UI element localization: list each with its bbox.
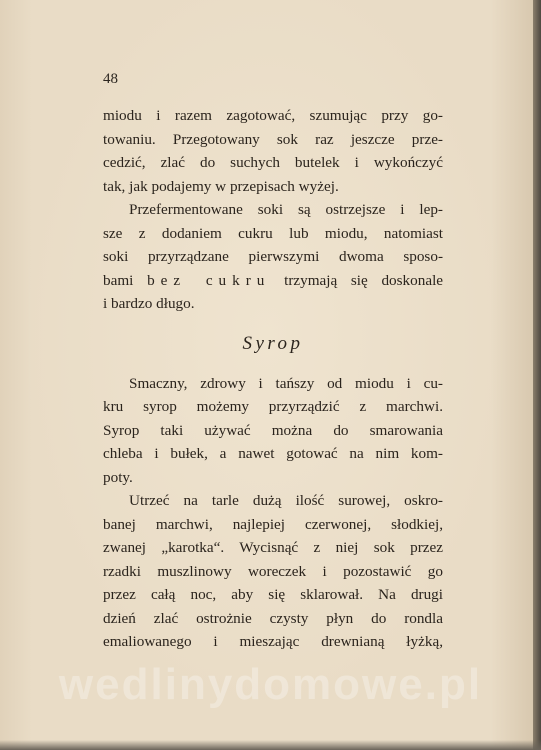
text-line: Smaczny, zdrowy i tańszy od miodu i cu-: [129, 374, 443, 392]
text-line: zwanej „karotka“. Wycisnąć z niej sok przez: [103, 539, 443, 556]
watermark: wedlinydomowe.pl: [58, 660, 483, 709]
page-number: 48: [103, 71, 118, 87]
paragraph-1: [103, 104, 443, 198]
text-fragment: bami: [103, 271, 134, 289]
text-line: i bardzo długo.: [103, 295, 195, 312]
text-line: towaniu. Przegotowany sok raz jeszcze prze-: [103, 130, 443, 148]
text-line: kru syrop możemy przyrządzić z marchwi.: [103, 398, 443, 415]
text-line: Syrop taki używać można do smarowania: [103, 421, 443, 439]
text-line: sze z dodaniem cukru lub miodu, natomiast: [103, 224, 443, 242]
page-bottom-shadow: [0, 740, 541, 750]
page-edge: [533, 0, 541, 750]
text-line: rzadki muszlinowy woreczek i pozostawić go: [103, 562, 443, 580]
text-line: cedzić, zlać do suchych butelek i wykończyć: [103, 154, 443, 171]
paragraph-2: [103, 198, 443, 316]
paragraph-3: [103, 372, 443, 490]
spaced-emphasis: bez cukru: [147, 271, 271, 289]
text-line: chleba i bułek, a nawet gotować na nim kom-: [103, 445, 443, 462]
text-line: tak, jak podajemy w przepisach wyżej.: [103, 177, 339, 195]
text-line: poty.: [103, 468, 133, 486]
text-line: banej marchwi, najlepiej czerwonej, słodkiej,: [103, 515, 443, 533]
text-line: dzień zlać ostrożnie czysty płyn do rondla: [103, 609, 443, 627]
text-block: [103, 104, 443, 654]
text-line-spaced: [103, 269, 443, 293]
text-line: emaliowanego i mieszając drewnianą łyżką,: [103, 633, 443, 650]
text-line: Utrzeć na tarle dużą ilość surowej, oskro-: [129, 492, 443, 509]
text-line: przez całą noc, aby się sklarował. Na drugi: [103, 586, 443, 603]
text-line: Przefermentowane soki są ostrzejsze i lep-: [129, 201, 443, 218]
text-line: miodu i razem zagotować, szumując przy go-: [103, 107, 443, 124]
text-fragment: trzymają się doskonale: [284, 271, 444, 289]
section-heading: Syrop: [242, 332, 304, 354]
text-line: soki przyrządzane pierwszymi dwoma sposo-: [103, 248, 443, 265]
paragraph-4: [103, 489, 443, 654]
